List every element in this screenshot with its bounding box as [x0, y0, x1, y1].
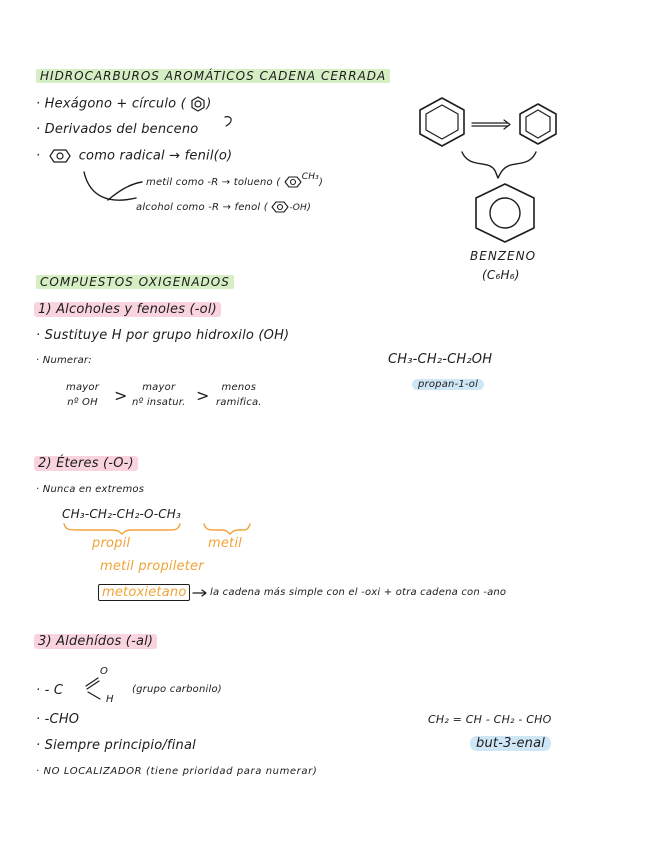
section-title-oxygenated: COMPUESTOS OXIGENADOS — [36, 275, 234, 289]
benzene-small-icon — [190, 96, 206, 112]
ether-formula: CH₃-CH₂-CH₂-O-CH₃ — [62, 507, 182, 521]
heading-ethers: 2) Éteres (-O-) — [34, 456, 138, 471]
benzene-ring-circle-icon — [470, 182, 540, 244]
heading-aldehydes: 3) Aldehídos (-al) — [34, 634, 157, 649]
carbonyl-group: · - C — [36, 683, 64, 698]
ether-propil-label: propil — [92, 536, 131, 551]
section-title-aromatic: HIDROCARBUROS AROMÁTICOS CADENA CERRADA — [36, 69, 390, 83]
bullet-derivatives: · Derivados del benceno — [36, 122, 199, 137]
ether-name-1: metil propileter — [100, 559, 204, 574]
alcohol-name: propan-1-ol — [412, 379, 484, 390]
ethers-bullet-1: · Nunca en extremos — [36, 484, 145, 495]
rule-item-1: mayor nº OH — [66, 382, 100, 408]
carbonyl-o: O — [100, 666, 109, 677]
ether-name-2: metoxietano — [98, 584, 190, 601]
benzene-formula: (C₆H₆) — [482, 268, 520, 282]
arrow-icon — [192, 588, 208, 598]
bullet-radical: · como radical → fenil(o) — [36, 148, 233, 164]
heading-alcohols: 1) Alcoholes y fenoles (-ol) — [34, 302, 221, 317]
aldehyde-formula: CH₂ = CH - CH₂ - CHO — [428, 713, 552, 726]
greater-than-1: > — [114, 386, 128, 405]
alcohols-bullet-2: · Numerar: — [36, 355, 92, 366]
greater-than-2: > — [196, 386, 210, 405]
phenol-ring-icon — [271, 200, 289, 214]
carbonyl-h: H — [106, 694, 114, 705]
bullet-hexagon: · Hexágono + círculo ( ) — [36, 96, 212, 112]
sub-bullet-phenol: alcohol como -R → fenol ( -OH) — [136, 202, 312, 213]
benzene-label: BENZENO — [470, 249, 537, 263]
rule-item-2: mayor nº insatur. — [132, 382, 186, 408]
hexagon-icon — [49, 148, 71, 164]
aldehyde-name: but-3-enal — [470, 736, 551, 751]
ether-metil-label: metil — [208, 536, 242, 551]
ether-group-braces — [62, 522, 252, 536]
sub-bullet-toluene: metil como -R → tolueno ( CH₃) — [146, 172, 324, 188]
curve-mark-icon — [222, 114, 236, 128]
aldehydes-bullet-3: · Siempre principio/final — [36, 738, 196, 753]
alcohol-formula: CH₃-CH₂-CH₂OH — [388, 352, 493, 367]
carbonyl-label: (grupo carbonilo) — [132, 684, 222, 695]
aldehydes-bullet-2: · -CHO — [36, 712, 80, 727]
ether-note: la cadena más simple con el -oxi + otra cadena con -ano — [210, 587, 507, 598]
aldehydes-bullet-4: · NO LOCALIZADOR (tiene prioridad para numerar) — [36, 766, 318, 777]
toluene-ring-icon — [284, 175, 302, 189]
alcohols-bullet-1: · Sustituye H por grupo hidroxilo (OH) — [36, 328, 290, 343]
rule-item-3: menos ramifica. — [216, 382, 262, 408]
